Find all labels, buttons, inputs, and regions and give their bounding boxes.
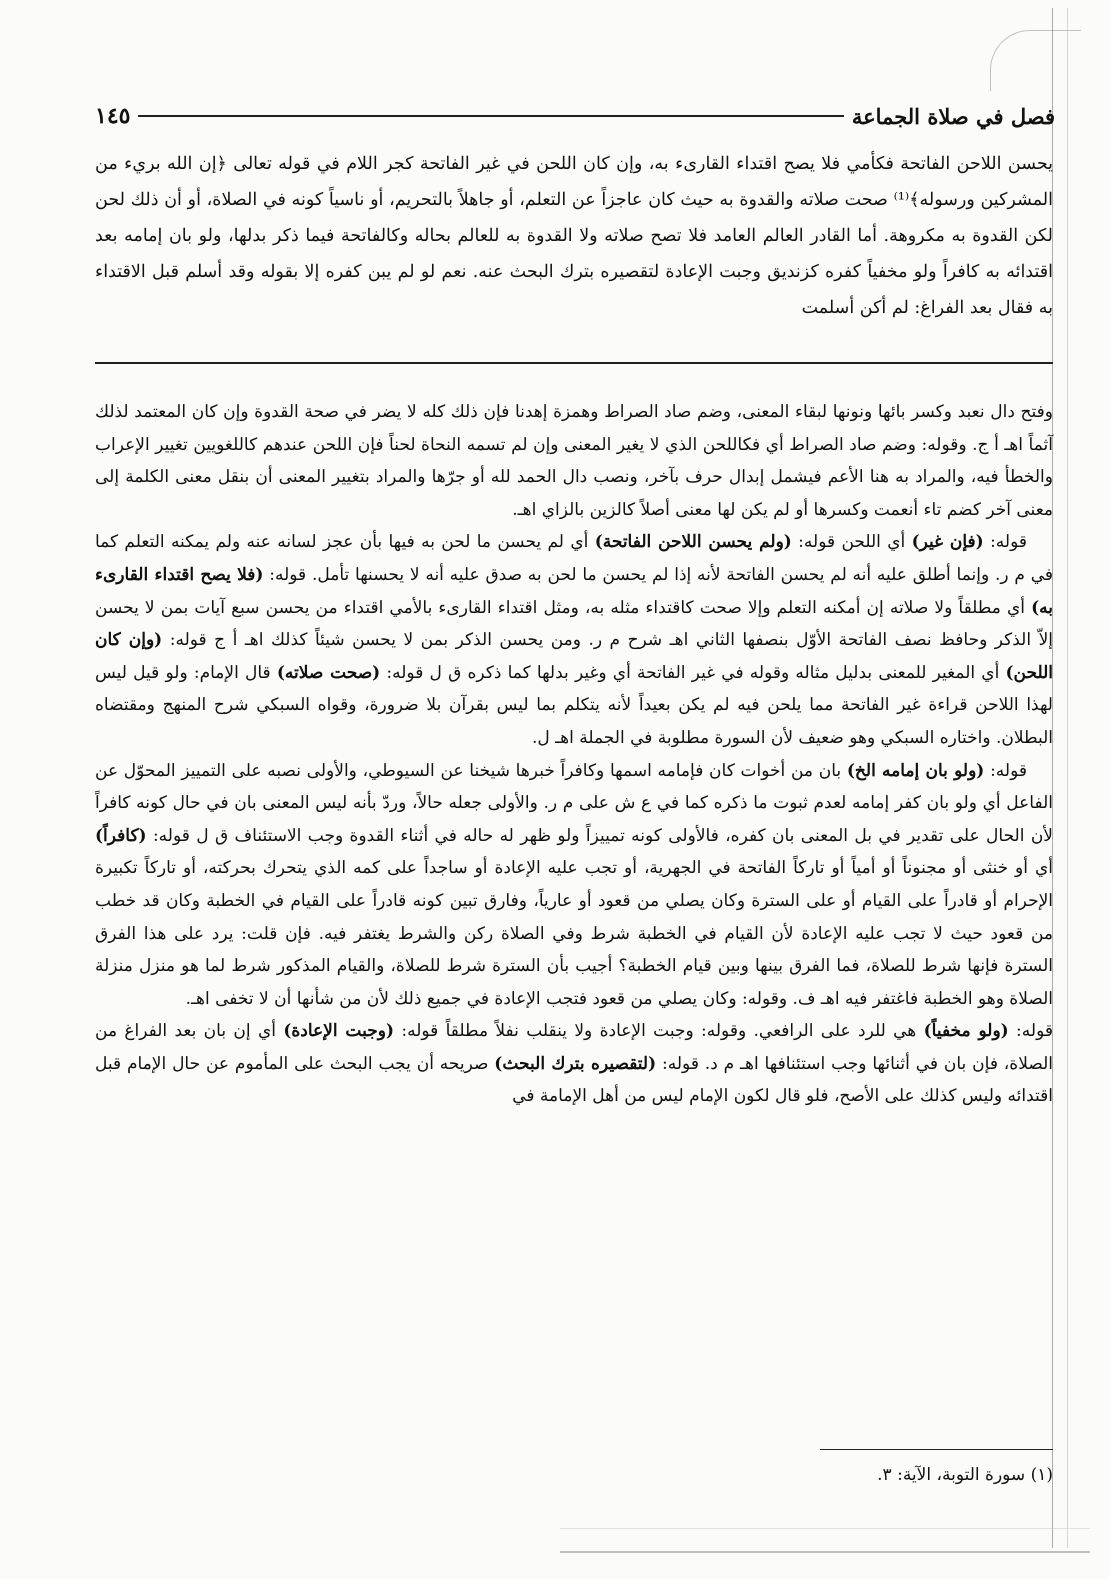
footnote-divider [820, 1449, 1053, 1450]
commentary-text: أي المغير للمعنى بدليل مثاله وقوله في غير الفاتحة أي وغير بدلها كما ذكره ق ل قوله: [380, 662, 1006, 683]
commentary-paragraph [95, 755, 1053, 1016]
commentary-text: قوله: [1008, 1021, 1053, 1042]
footnote: (١) سورة التوبة، الآية: ٣. [877, 1465, 1053, 1485]
commentary-text: أي لم يحسن ما لحن به فيها بأن عجز لسانه عنه ولم يمكنه التعلم كما في م ر. وإنما أطلق عليه أنه لم يحسن الفاتحة لأنه إذا لم يحسن ما لحن به صدق عليه أنه لا يحسنها تأمل. قوله: [95, 532, 1053, 585]
main-text-divider [95, 362, 1053, 364]
main-text: يحسن اللاحن الفاتحة فكأمي فلا يصح اقتداء القارىء به، وإن كان اللحن في غير الفاتحة كجر اللام في قوله تعالى ﴿إن الله بريء من المشركين ورسوله﴾⁽¹⁾ صحت صلاته والقدوة به حيث كان عاجزاً عن التعلم، أو جاهلاً بالتحريم، أو ناسياً كونه في الصلاة، أو أن ذلك لحن لكن القدوة به مكروهة. أما القادر العالم العامد فلا تصح صلاته ولا القدوة به للعالم بحاله وكالفاتحة فيما ذكر بدلها، ولو بان إمامه بعد اقتدائه به كافراً ولو مخفياً كفره كزنديق وجبت الإعادة لتقصيره بترك البحث عنه. نعم لو لم يبن كفره إلا بقوله وقد أسلم قبل الاقتداء به فقال بعد الفراغ: لم أكن أسلمت [95, 154, 1053, 318]
commentary-text: بان من أخوات كان فإمامه اسمها وكافراً خبرها شيخنا عن السيوطي، والأولى نصبه على التمييز المحوّل عن الفاعل أي ولو بان كفر إمامه لعدم ثبوت ما ذكره كما في ع ش على م ر. والأولى جعله حالاً، وردّ بأنه ليس المعنى بان في حال كونه كافراً لأن الحال على تقدير في بل المعنى بان كفره، فالأولى كونه تمييزاً ولو ظهر له حاله في أثناء القدوة وجب الاستئناف ق ل قوله: [95, 760, 1053, 846]
commentary-text: قوله: [983, 532, 1027, 553]
lemma-quote: (ولم يحسن اللاحن الفاتحة) [594, 532, 792, 553]
commentary [95, 396, 1053, 1113]
commentary-text: أي إن بان بعد الفراغ من الصلاة، فإن بان في أثنائها وجب استئنافها اهـ م د. قوله: [95, 1021, 1053, 1074]
header-rule [138, 115, 843, 117]
lemma-quote: (لتقصيره بترك البحث) [494, 1053, 657, 1074]
commentary-text: وفتح دال نعبد وكسر بائها ونونها لبقاء المعنى، وضم صاد الصراط وهمزة إهدنا فإن ذلك كله لا يضر في صحة القدوة وإن كان المعتمد لذلك آثماً اهـ أ ج. وقوله: وضم صاد الصراط أي فكاللحن الذي لا يغير المعنى وإن لم تسمه النحاة لحناً فإن اللحن عندهم كاللغويين تغيير الإعراب والخطأ فيه، والمراد به هنا الأعم فيشمل إبدال حرف بآخر، ونصب دال الحمد لله أو جرّها والمراد بتغيير المعنى أن بنقل معنى الكلمة إلى معنى آخر كضم تاء أنعمت وكسرها أو لم يكن لها معنى أصلاً كالزين بالزاي اهـ. [95, 402, 1053, 520]
commentary-text: أي مطلقاً ولا صلاته إن أمكنه التعلم وإلا صحت كاقتداء مثله به، ومثل اقتداء القارىء بالأمي اقتداء من يحسن سبع آيات بمن لا يحسن إلاّ الذكر وحافظ نصف الفاتحة الأوّل بنصفها الثاني اهـ شرح م ر. ومن يحسن الذكر بمن لا يحسن شيئاً كذلك اهـ أ ج قوله: [95, 597, 1053, 651]
ornamental-border-bottom [560, 1528, 1090, 1553]
lemma-quote: (ولو مخفياً) [923, 1021, 1009, 1042]
commentary-text: هي للرد على الرافعي. وقوله: وجبت الإعادة ولا ينقلب نفلاً مطلقاً قوله: [394, 1021, 924, 1042]
lemma-quote: (وجبت الإعادة) [283, 1021, 395, 1042]
commentary-text: قال الإمام: ولو قيل ليس لهذا اللاحن قراءة غير الفاتحة مما يلحن فيه لم يكن بعيداً لأنه يتكلم بما ليس بقرآن بلا ضرورة، وقواه السبكي شرح المنهج ومقتضاه البطلان. واختاره السبكي وهو ضعيف لأن السورة مطلوبة في الجملة اهـ ل. [95, 662, 1053, 748]
page-number: ١٤٥ [95, 103, 131, 129]
commentary-text: قوله: [984, 760, 1027, 781]
commentary-paragraph [95, 1015, 1053, 1113]
lemma-quote: (ولو بان إمامه الخ) [846, 760, 985, 781]
lemma-quote: (فلا يصح اقتداء القارىء به) [95, 564, 1053, 618]
commentary-text: أي اللحن قوله: [791, 532, 912, 553]
lemma-quote: (وإن كان اللحن) [95, 630, 1054, 683]
commentary-text: صريحه أن يجب البحث على المأموم عن حال الإمام قبل اقتدائه وليس كذلك على الأصح، فلو قال لكون الإمام ليس من أهل الإمامة في [95, 1053, 1053, 1107]
commentary-paragraph [95, 526, 1053, 754]
commentary-text: أي أو خنثى أو مجنوناً أو أمياً أو تاركاً الفاتحة في الجهرية، أو تجب عليه الإعادة أو ساجداً على كمه الذي يتحرك بحركته، أو تاركاً تكبيرة الإحرام أو قادراً على القيام أو على السترة وكان يصلي من قعود أو عارياً، وفارق تبين كونه قادراً على القيام في الخطبة وكان قد خطب من قعود حيث لا تجب عليه الإعادة لأن القيام في الخطبة شرط وفي الصلاة ركن والشرط يغتفر فيه. فإن قلت: يرد على هذا الفرق السترة فإنها شرط للصلاة، فما الفرق بينها وبين قيام الخطبة؟ أجيب بأن السترة شرط للصلاة، والقيام المذكور شرط لما هو منزل منزلة الصلاة وهو الخطبة فاغتفر فيه اهـ ف. وقوله: وكان يصلي من قعود فتجب الإعادة في جميع ذلك لأن من شأنها أن لا تخفى اهـ. [95, 858, 1053, 1009]
lemma-quote: (فإن غير) [911, 532, 984, 553]
page-header [95, 98, 1055, 134]
commentary-paragraph [95, 396, 1053, 526]
running-title: فصل في صلاة الجماعة [851, 103, 1055, 129]
lemma-quote: (كافراً) [95, 825, 147, 846]
lemma-quote: (صحت صلاته) [276, 662, 381, 683]
ornamental-border-side [1052, 8, 1068, 1548]
